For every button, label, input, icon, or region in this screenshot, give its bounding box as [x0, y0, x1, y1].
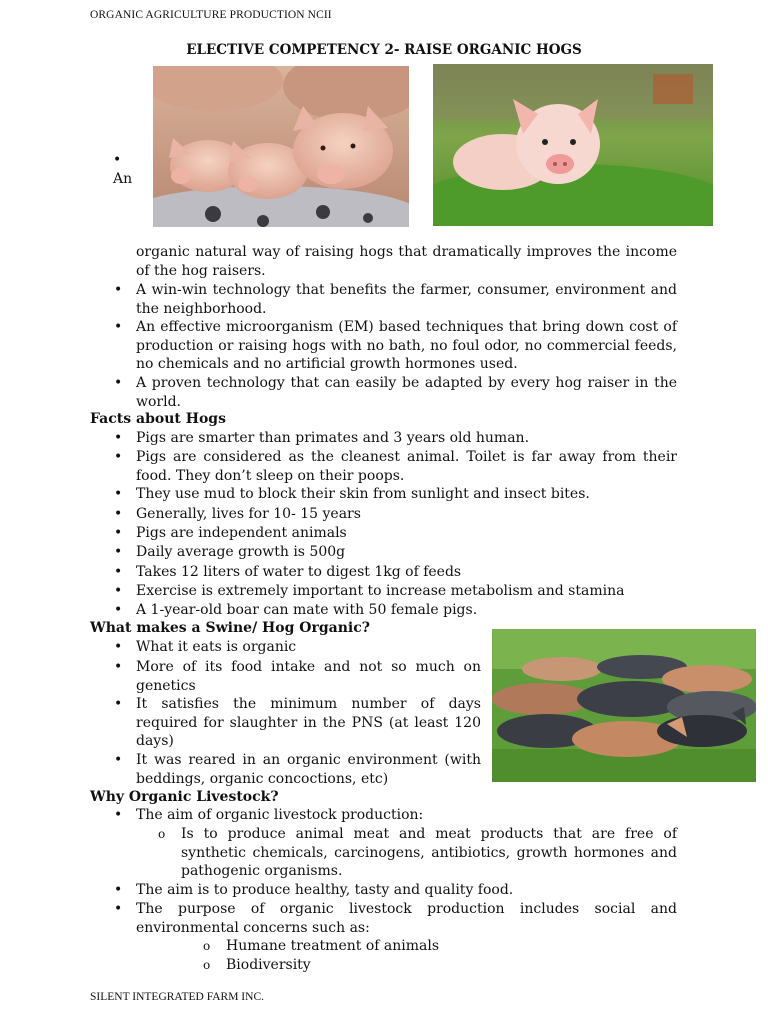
- piglet-on-grass-photo: [433, 64, 713, 226]
- bullet-marker: •: [114, 639, 123, 655]
- bullet-marker: •: [114, 486, 123, 502]
- facts-heading: Facts about Hogs: [90, 411, 226, 427]
- list-item: Generally, lives for 10- 15 years: [136, 506, 361, 522]
- list-item: Pigs are independent animals: [136, 525, 347, 541]
- list-item: It satisfies the minimum number of days required for slaughter in the PNS (at least 120 days): [136, 696, 481, 749]
- intro-bullet-marker: •: [113, 152, 122, 168]
- list-item: An effective microorganism (EM) based techniques that bring down cost of production or raising hogs with no bath, no foul odor, no commercial feeds, no chemicals and no artificial growth hormones used.: [136, 319, 677, 372]
- page-title: ELECTIVE COMPETENCY 2- RAISE ORGANIC HOGS: [186, 42, 582, 58]
- list-item: It was reared in an organic environment (with beddings, organic concoctions, etc): [136, 752, 481, 787]
- bullet-marker: •: [114, 752, 123, 768]
- list-item: They use mud to block their skin from sunlight and insect bites.: [136, 486, 590, 502]
- list-item: More of its food intake and not so much on genetics: [136, 659, 481, 694]
- list-item: The purpose of organic livestock production includes social and environmental concerns such as:: [136, 901, 677, 936]
- bullet-marker: •: [114, 449, 123, 465]
- bullet-marker: •: [114, 696, 123, 712]
- sub-list-item: Humane treatment of animals: [226, 938, 440, 954]
- list-item: What it eats is organic: [136, 639, 297, 655]
- bullet-marker: •: [114, 525, 123, 541]
- list-item: Pigs are considered as the cleanest animal. Toilet is far away from their food. They don’t sleep on their poops.: [136, 449, 677, 484]
- bullet-marker: •: [114, 282, 123, 298]
- bullet-marker: •: [114, 506, 123, 522]
- bullet-marker: •: [114, 564, 123, 580]
- list-item: The aim is to produce healthy, tasty and quality food.: [136, 882, 514, 898]
- list-item: A proven technology that can easily be adapted by every hog raiser in the world.: [136, 375, 677, 410]
- bullet-marker: •: [114, 375, 123, 391]
- bullet-marker: •: [114, 430, 123, 446]
- bullet-marker: •: [114, 882, 123, 898]
- list-item: Pigs are smarter than primates and 3 years old human.: [136, 430, 530, 446]
- sub-bullet-marker: o: [203, 958, 211, 972]
- bullet-marker: •: [114, 544, 123, 560]
- bullet-marker: •: [114, 807, 123, 823]
- bullet-marker: •: [114, 602, 123, 618]
- bullet-marker: •: [114, 583, 123, 599]
- organic-heading: What makes a Swine/ Hog Organic?: [90, 620, 370, 636]
- sub-list-item: Is to produce animal meat and meat products that are free of synthetic chemicals, carcinogens, antibiotics, growth hormones and pathogenic organisms.: [181, 826, 677, 879]
- list-item: The aim of organic livestock production:: [136, 807, 424, 823]
- list-item: Takes 12 liters of water to digest 1kg of feeds: [136, 564, 462, 580]
- intro-continuation: organic natural way of raising hogs that dramatically improves the income of the hog raisers.: [136, 244, 677, 279]
- piglets-photo: [153, 66, 409, 227]
- page-footer: SILENT INTEGRATED FARM INC.: [90, 991, 264, 1003]
- bullet-marker: •: [114, 319, 123, 335]
- page-header: ORGANIC AGRICULTURE PRODUCTION NCII: [90, 9, 332, 21]
- sub-list-item: Biodiversity: [226, 957, 311, 973]
- list-item: A win-win technology that benefits the farmer, consumer, environment and the neighborhood.: [136, 282, 677, 317]
- list-item: Exercise is extremely important to increase metabolism and stamina: [136, 583, 625, 599]
- why-heading: Why Organic Livestock?: [90, 789, 279, 805]
- intro-first-word: An: [113, 171, 133, 187]
- bullet-marker: •: [114, 659, 123, 675]
- sub-bullet-marker: o: [203, 939, 211, 953]
- sub-bullet-marker: o: [158, 827, 166, 841]
- list-item: Daily average growth is 500g: [136, 544, 346, 560]
- bullet-marker: •: [114, 901, 123, 917]
- hog-herd-photo: [492, 629, 756, 782]
- list-item: A 1-year-old boar can mate with 50 female pigs.: [136, 602, 478, 618]
